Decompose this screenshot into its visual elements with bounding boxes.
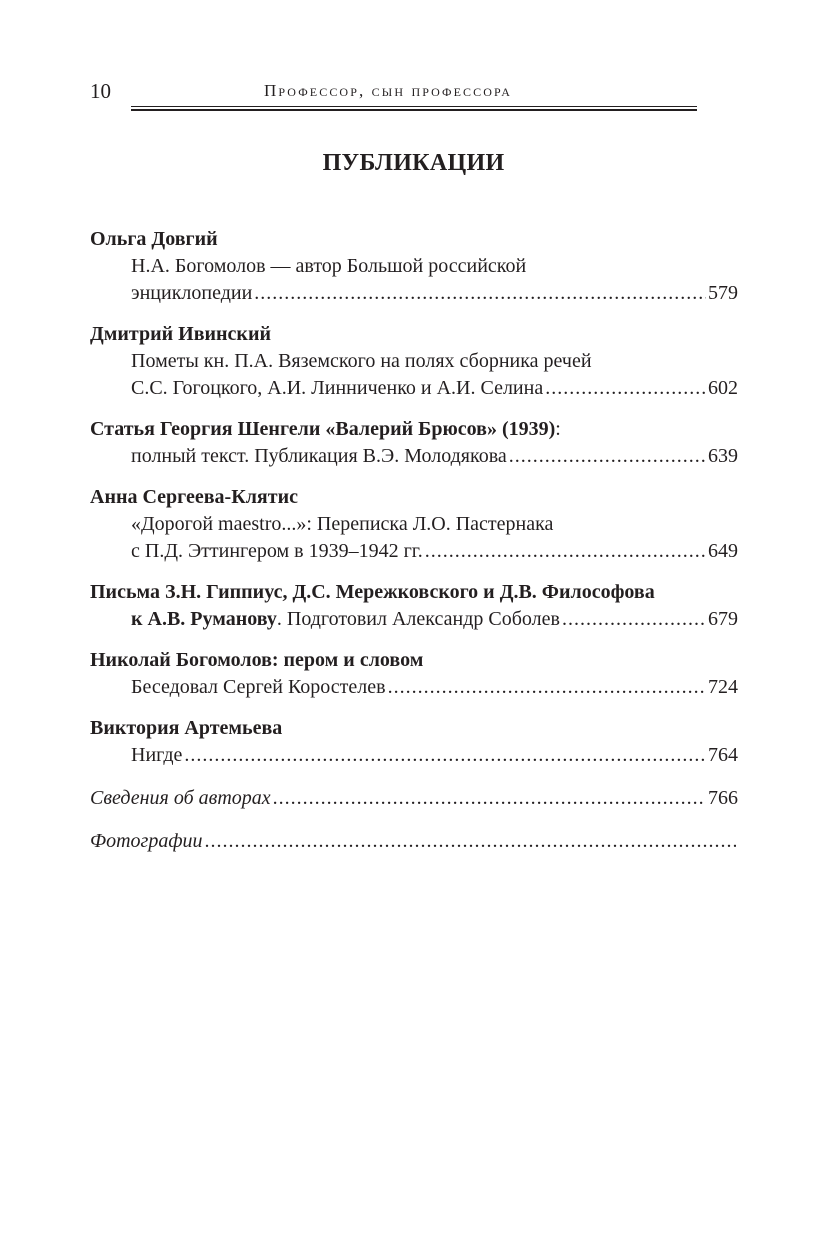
entry-title-line: Нигде ..... 764 [90, 742, 738, 769]
leader-dots [254, 280, 706, 307]
toc-entry [90, 484, 738, 565]
entry-author: Николай Богомолов: пером и словом [90, 649, 424, 671]
leader-dots [205, 828, 736, 855]
leader-dots [545, 375, 706, 402]
photos-label: Фотографии [90, 830, 203, 852]
toc-entry [90, 579, 738, 633]
leader-dots [388, 674, 706, 701]
toc-entry [90, 226, 738, 307]
toc-entry [90, 715, 738, 769]
entry-title-line: Пометы кн. П.А. Вяземского на полях сборника речей [131, 350, 592, 372]
entry-author: Ольга Довгий [90, 228, 218, 250]
leader-dots [562, 606, 706, 633]
entry-page-number: 766 [708, 787, 738, 809]
entry-page-number: 649 [708, 540, 738, 562]
header-rule-thick [131, 109, 697, 111]
toc-entry-authors-info [90, 785, 738, 812]
entry-title-line: Беседовал Сергей Коростелев ..... 724 [90, 674, 738, 701]
entry-heading: Письма З.Н. Гиппиус, Д.С. Мережковского и Д.В. Философова [90, 581, 655, 603]
entry-title-line: с П.Д. Эттингером в 1939–1942 гг. ..... 649 [90, 538, 738, 565]
toc-entry [90, 647, 738, 701]
entry-author: Анна Сергеева-Клятис [90, 486, 298, 508]
section-title: ПУБЛИКАЦИИ [322, 150, 505, 176]
toc-entry-photos [90, 828, 738, 855]
entry-title-line: С.С. Гогоцкого, А.И. Линниченко и А.И. Селина ..... 602 [90, 375, 738, 402]
entry-page-number: 764 [708, 744, 738, 766]
toc-entry [90, 321, 738, 402]
entry-page-number: 602 [708, 377, 738, 399]
entry-page-number: 639 [708, 445, 738, 467]
entry-title-line: энциклопедии ..... 579 [90, 280, 738, 307]
entry-title-line: Н.А. Богомолов — автор Большой российской [131, 255, 527, 277]
entry-page-number: 579 [708, 282, 738, 304]
running-title: Профессор, сын профессора [264, 81, 513, 100]
entry-author: Дмитрий Ивинский [90, 323, 271, 345]
table-of-contents [90, 226, 738, 855]
entry-page-number: 679 [708, 608, 738, 630]
leader-dots [509, 443, 706, 470]
leader-dots [273, 785, 706, 812]
authors-info-label: Сведения об авторах [90, 787, 271, 809]
entry-title-line: «Дорогой maestro...»: Переписка Л.О. Пастернака [131, 513, 554, 535]
page-number: 10 [90, 79, 111, 103]
leader-dots [184, 742, 706, 769]
toc-entry [90, 416, 738, 470]
entry-title-line: к А.В. Руманову . Подготовил Александр Соболев ..... 679 [90, 606, 738, 633]
header-rule-thin [131, 106, 697, 107]
entry-author: Виктория Артемьева [90, 717, 283, 739]
entry-heading: Статья Георгия Шенгели «Валерий Брюсов» (1939) : [90, 418, 561, 440]
leader-dots [425, 538, 706, 565]
entry-title-line: полный текст. Публикация В.Э. Молодякова ..... 639 [90, 443, 738, 470]
entry-page-number: 724 [708, 676, 738, 698]
